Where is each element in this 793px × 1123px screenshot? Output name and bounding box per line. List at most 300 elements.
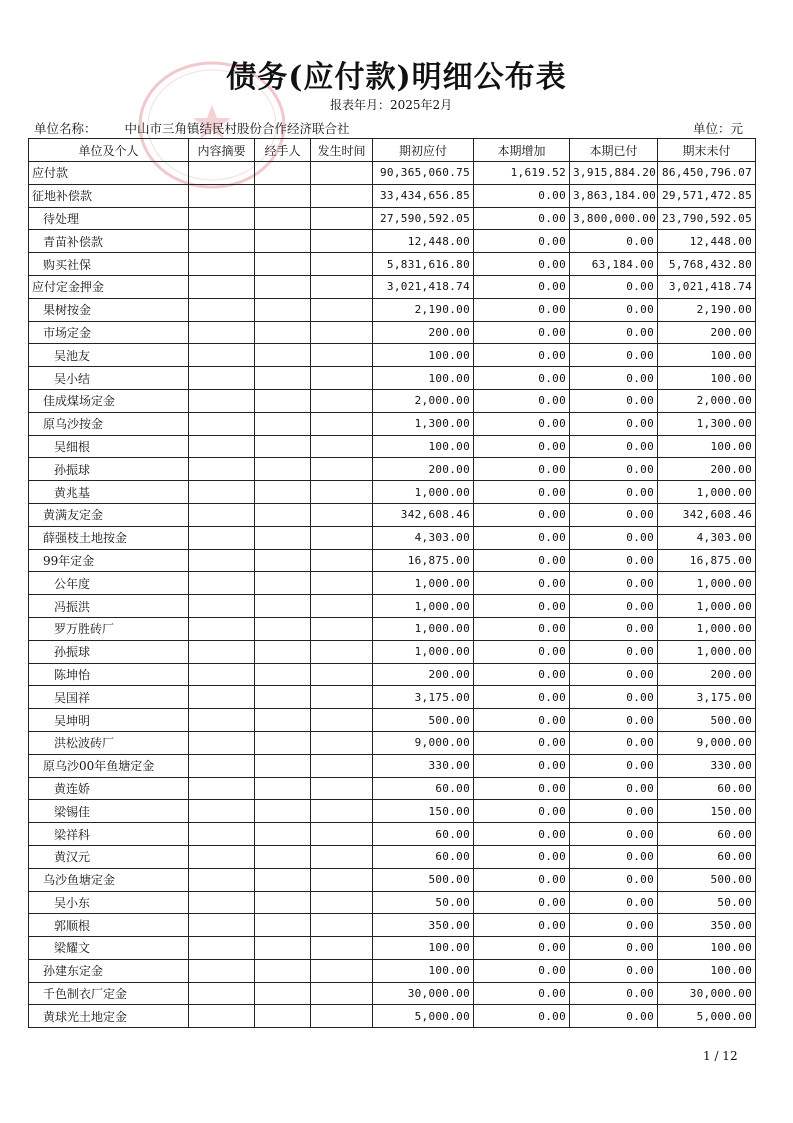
row-date — [311, 640, 373, 663]
row-summary — [189, 777, 255, 800]
row-opening-payable: 200.00 — [373, 458, 474, 481]
row-period-increase: 0.00 — [474, 298, 570, 321]
row-closing-unpaid: 16,875.00 — [658, 549, 756, 572]
row-summary — [189, 184, 255, 207]
row-date — [311, 617, 373, 640]
row-period-paid: 0.00 — [570, 823, 658, 846]
row-closing-unpaid: 500.00 — [658, 709, 756, 732]
row-opening-payable: 3,175.00 — [373, 686, 474, 709]
row-period-increase: 0.00 — [474, 435, 570, 458]
row-period-paid: 0.00 — [570, 572, 658, 595]
row-date — [311, 845, 373, 868]
row-summary — [189, 959, 255, 982]
row-account-name: 吴小结 — [29, 367, 189, 390]
row-handler — [255, 663, 311, 686]
row-summary — [189, 549, 255, 572]
table-row — [29, 458, 756, 481]
row-period-paid: 0.00 — [570, 800, 658, 823]
table-row — [29, 549, 756, 572]
table-header-row — [29, 139, 756, 162]
row-account-name: 陈坤怡 — [29, 663, 189, 686]
row-period-paid: 0.00 — [570, 298, 658, 321]
row-summary — [189, 389, 255, 412]
table-row — [29, 253, 756, 276]
table-row — [29, 321, 756, 344]
table-row — [29, 595, 756, 618]
row-handler — [255, 389, 311, 412]
row-opening-payable: 500.00 — [373, 709, 474, 732]
row-opening-payable: 100.00 — [373, 959, 474, 982]
row-period-increase: 0.00 — [474, 686, 570, 709]
row-period-paid: 0.00 — [570, 435, 658, 458]
row-handler — [255, 298, 311, 321]
row-period-increase: 0.00 — [474, 458, 570, 481]
row-closing-unpaid: 100.00 — [658, 937, 756, 960]
row-summary — [189, 800, 255, 823]
row-period-paid: 3,915,884.20 — [570, 162, 658, 185]
table-row — [29, 777, 756, 800]
row-closing-unpaid: 9,000.00 — [658, 731, 756, 754]
row-period-increase: 0.00 — [474, 640, 570, 663]
row-date — [311, 868, 373, 891]
unit-name-label: 单位名称： — [34, 121, 97, 136]
row-handler — [255, 503, 311, 526]
row-period-paid: 0.00 — [570, 526, 658, 549]
row-closing-unpaid: 100.00 — [658, 959, 756, 982]
row-handler — [255, 1005, 311, 1028]
table-row — [29, 230, 756, 253]
row-account-name: 黄连娇 — [29, 777, 189, 800]
column-header: 期末未付 — [658, 139, 756, 162]
row-period-paid: 0.00 — [570, 549, 658, 572]
row-summary — [189, 253, 255, 276]
row-period-paid: 3,800,000.00 — [570, 207, 658, 230]
row-period-increase: 0.00 — [474, 731, 570, 754]
row-summary — [189, 845, 255, 868]
row-closing-unpaid: 60.00 — [658, 845, 756, 868]
row-date — [311, 777, 373, 800]
row-opening-payable: 60.00 — [373, 845, 474, 868]
row-period-paid: 0.00 — [570, 959, 658, 982]
row-date — [311, 754, 373, 777]
row-account-name: 应付定金押金 — [29, 275, 189, 298]
row-summary — [189, 162, 255, 185]
row-closing-unpaid: 330.00 — [658, 754, 756, 777]
table-row — [29, 640, 756, 663]
row-closing-unpaid: 4,303.00 — [658, 526, 756, 549]
row-period-paid: 0.00 — [570, 640, 658, 663]
table-row — [29, 412, 756, 435]
table-row — [29, 275, 756, 298]
row-handler — [255, 207, 311, 230]
row-account-name: 吴国祥 — [29, 686, 189, 709]
row-summary — [189, 298, 255, 321]
row-date — [311, 458, 373, 481]
row-opening-payable: 100.00 — [373, 367, 474, 390]
row-summary — [189, 868, 255, 891]
table-row — [29, 823, 756, 846]
row-period-increase: 0.00 — [474, 367, 570, 390]
row-account-name: 薛强枝土地按金 — [29, 526, 189, 549]
row-period-paid: 0.00 — [570, 777, 658, 800]
row-closing-unpaid: 500.00 — [658, 868, 756, 891]
row-date — [311, 800, 373, 823]
row-period-paid: 0.00 — [570, 914, 658, 937]
row-closing-unpaid: 2,190.00 — [658, 298, 756, 321]
row-closing-unpaid: 60.00 — [658, 823, 756, 846]
table-body — [29, 162, 756, 1028]
row-account-name: 乌沙鱼塘定金 — [29, 868, 189, 891]
row-period-increase: 0.00 — [474, 207, 570, 230]
row-date — [311, 526, 373, 549]
row-period-increase: 0.00 — [474, 1005, 570, 1028]
row-account-name: 孙建东定金 — [29, 959, 189, 982]
row-handler — [255, 640, 311, 663]
column-header: 本期增加 — [474, 139, 570, 162]
row-period-paid: 63,184.00 — [570, 253, 658, 276]
row-period-paid: 0.00 — [570, 663, 658, 686]
row-opening-payable: 100.00 — [373, 435, 474, 458]
row-date — [311, 595, 373, 618]
row-handler — [255, 982, 311, 1005]
row-opening-payable: 2,000.00 — [373, 389, 474, 412]
row-period-increase: 0.00 — [474, 253, 570, 276]
row-period-paid: 0.00 — [570, 868, 658, 891]
row-period-increase: 0.00 — [474, 709, 570, 732]
row-opening-payable: 1,300.00 — [373, 412, 474, 435]
row-closing-unpaid: 30,000.00 — [658, 982, 756, 1005]
row-summary — [189, 663, 255, 686]
table-row — [29, 298, 756, 321]
row-handler — [255, 686, 311, 709]
row-date — [311, 435, 373, 458]
row-closing-unpaid: 50.00 — [658, 891, 756, 914]
table-row — [29, 389, 756, 412]
table-row — [29, 526, 756, 549]
row-period-paid: 0.00 — [570, 321, 658, 344]
row-summary — [189, 617, 255, 640]
row-period-paid: 0.00 — [570, 344, 658, 367]
row-date — [311, 709, 373, 732]
row-handler — [255, 275, 311, 298]
table-row — [29, 184, 756, 207]
row-period-paid: 0.00 — [570, 845, 658, 868]
row-opening-payable: 1,000.00 — [373, 617, 474, 640]
row-closing-unpaid: 350.00 — [658, 914, 756, 937]
row-period-paid: 0.00 — [570, 1005, 658, 1028]
row-date — [311, 321, 373, 344]
column-header: 本期已付 — [570, 139, 658, 162]
row-date — [311, 230, 373, 253]
row-handler — [255, 709, 311, 732]
row-period-paid: 0.00 — [570, 595, 658, 618]
row-opening-payable: 50.00 — [373, 891, 474, 914]
row-opening-payable: 1,000.00 — [373, 640, 474, 663]
table-row — [29, 845, 756, 868]
row-account-name: 应付款 — [29, 162, 189, 185]
row-period-paid: 0.00 — [570, 275, 658, 298]
row-summary — [189, 458, 255, 481]
table-row — [29, 937, 756, 960]
row-opening-payable: 1,000.00 — [373, 572, 474, 595]
row-account-name: 黄汉元 — [29, 845, 189, 868]
row-handler — [255, 823, 311, 846]
row-period-increase: 0.00 — [474, 959, 570, 982]
row-summary — [189, 344, 255, 367]
row-handler — [255, 937, 311, 960]
row-handler — [255, 253, 311, 276]
row-date — [311, 389, 373, 412]
row-closing-unpaid: 2,000.00 — [658, 389, 756, 412]
table-row — [29, 663, 756, 686]
table-row — [29, 868, 756, 891]
row-period-increase: 0.00 — [474, 982, 570, 1005]
row-date — [311, 1005, 373, 1028]
row-handler — [255, 526, 311, 549]
table-row — [29, 754, 756, 777]
table-row — [29, 959, 756, 982]
table-row — [29, 891, 756, 914]
row-summary — [189, 686, 255, 709]
row-account-name: 原乌沙按金 — [29, 412, 189, 435]
row-date — [311, 982, 373, 1005]
row-opening-payable: 9,000.00 — [373, 731, 474, 754]
row-opening-payable: 500.00 — [373, 868, 474, 891]
row-period-paid: 0.00 — [570, 412, 658, 435]
row-date — [311, 367, 373, 390]
row-account-name: 吴小东 — [29, 891, 189, 914]
row-handler — [255, 549, 311, 572]
row-handler — [255, 435, 311, 458]
row-handler — [255, 754, 311, 777]
table-row — [29, 367, 756, 390]
unit-name-value: 中山市三角镇结民村股份合作经济联合社 — [124, 121, 350, 136]
row-account-name: 吴细根 — [29, 435, 189, 458]
row-account-name: 郭顺根 — [29, 914, 189, 937]
row-period-increase: 0.00 — [474, 321, 570, 344]
row-handler — [255, 367, 311, 390]
row-closing-unpaid: 200.00 — [658, 321, 756, 344]
row-period-increase: 0.00 — [474, 777, 570, 800]
row-period-paid: 0.00 — [570, 891, 658, 914]
row-period-increase: 0.00 — [474, 663, 570, 686]
row-period-increase: 0.00 — [474, 845, 570, 868]
row-period-paid: 0.00 — [570, 937, 658, 960]
row-period-increase: 1,619.52 — [474, 162, 570, 185]
page-title: 债务(应付款)明细公布表 — [226, 60, 567, 95]
row-period-increase: 0.00 — [474, 389, 570, 412]
row-summary — [189, 823, 255, 846]
row-handler — [255, 162, 311, 185]
row-date — [311, 481, 373, 504]
row-period-paid: 0.00 — [570, 617, 658, 640]
table-row — [29, 572, 756, 595]
row-closing-unpaid: 23,790,592.05 — [658, 207, 756, 230]
row-period-paid: 0.00 — [570, 503, 658, 526]
row-closing-unpaid: 3,175.00 — [658, 686, 756, 709]
row-handler — [255, 595, 311, 618]
column-header: 单位及个人 — [29, 139, 189, 162]
row-date — [311, 253, 373, 276]
row-closing-unpaid: 60.00 — [658, 777, 756, 800]
row-summary — [189, 937, 255, 960]
row-handler — [255, 321, 311, 344]
row-summary — [189, 367, 255, 390]
row-summary — [189, 321, 255, 344]
table-row — [29, 617, 756, 640]
row-date — [311, 298, 373, 321]
row-opening-payable: 12,448.00 — [373, 230, 474, 253]
row-opening-payable: 1,000.00 — [373, 481, 474, 504]
row-account-name: 99年定金 — [29, 549, 189, 572]
row-account-name: 梁锡佳 — [29, 800, 189, 823]
unit-name-line — [34, 119, 350, 137]
row-handler — [255, 458, 311, 481]
row-closing-unpaid: 5,768,432.80 — [658, 253, 756, 276]
row-period-increase: 0.00 — [474, 230, 570, 253]
row-handler — [255, 731, 311, 754]
row-account-name: 梁祥科 — [29, 823, 189, 846]
row-summary — [189, 435, 255, 458]
row-account-name: 罗万胜砖厂 — [29, 617, 189, 640]
row-handler — [255, 481, 311, 504]
table-row — [29, 435, 756, 458]
row-opening-payable: 200.00 — [373, 663, 474, 686]
row-handler — [255, 572, 311, 595]
row-opening-payable: 330.00 — [373, 754, 474, 777]
table-row — [29, 1005, 756, 1028]
row-handler — [255, 344, 311, 367]
row-account-name: 冯振洪 — [29, 595, 189, 618]
row-account-name: 购买社保 — [29, 253, 189, 276]
row-date — [311, 686, 373, 709]
row-period-paid: 0.00 — [570, 686, 658, 709]
row-date — [311, 572, 373, 595]
row-account-name: 公年度 — [29, 572, 189, 595]
row-opening-payable: 27,590,592.05 — [373, 207, 474, 230]
row-period-paid: 0.00 — [570, 367, 658, 390]
row-account-name: 千色制衣厂定金 — [29, 982, 189, 1005]
row-opening-payable: 2,190.00 — [373, 298, 474, 321]
row-date — [311, 344, 373, 367]
row-account-name: 市场定金 — [29, 321, 189, 344]
column-header: 经手人 — [255, 139, 311, 162]
row-opening-payable: 16,875.00 — [373, 549, 474, 572]
row-summary — [189, 503, 255, 526]
report-date: 报表年月：2025年2月 — [330, 98, 453, 112]
row-closing-unpaid: 1,000.00 — [658, 595, 756, 618]
row-date — [311, 959, 373, 982]
row-handler — [255, 868, 311, 891]
row-date — [311, 663, 373, 686]
row-period-increase: 0.00 — [474, 344, 570, 367]
row-closing-unpaid: 1,000.00 — [658, 481, 756, 504]
row-period-paid: 0.00 — [570, 731, 658, 754]
row-period-increase: 0.00 — [474, 549, 570, 572]
row-period-increase: 0.00 — [474, 937, 570, 960]
row-opening-payable: 60.00 — [373, 777, 474, 800]
row-opening-payable: 33,434,656.85 — [373, 184, 474, 207]
row-date — [311, 549, 373, 572]
row-period-increase: 0.00 — [474, 503, 570, 526]
row-opening-payable: 5,000.00 — [373, 1005, 474, 1028]
row-closing-unpaid: 86,450,796.07 — [658, 162, 756, 185]
row-period-paid: 0.00 — [570, 481, 658, 504]
row-period-increase: 0.00 — [474, 617, 570, 640]
row-period-paid: 3,863,184.00 — [570, 184, 658, 207]
row-opening-payable: 5,831,616.80 — [373, 253, 474, 276]
row-handler — [255, 845, 311, 868]
row-handler — [255, 959, 311, 982]
table-row — [29, 162, 756, 185]
row-opening-payable: 350.00 — [373, 914, 474, 937]
row-account-name: 黄兆基 — [29, 481, 189, 504]
row-date — [311, 503, 373, 526]
row-closing-unpaid: 100.00 — [658, 435, 756, 458]
row-date — [311, 162, 373, 185]
column-header: 内容摘要 — [189, 139, 255, 162]
row-handler — [255, 230, 311, 253]
row-summary — [189, 1005, 255, 1028]
row-period-increase: 0.00 — [474, 412, 570, 435]
row-date — [311, 207, 373, 230]
row-period-increase: 0.00 — [474, 481, 570, 504]
row-summary — [189, 572, 255, 595]
row-summary — [189, 891, 255, 914]
row-period-increase: 0.00 — [474, 572, 570, 595]
row-account-name: 孙振球 — [29, 458, 189, 481]
row-opening-payable: 342,608.46 — [373, 503, 474, 526]
row-account-name: 吴坤明 — [29, 709, 189, 732]
column-header: 期初应付 — [373, 139, 474, 162]
table-row — [29, 731, 756, 754]
row-date — [311, 184, 373, 207]
row-account-name: 青苗补偿款 — [29, 230, 189, 253]
row-handler — [255, 891, 311, 914]
table-row — [29, 800, 756, 823]
row-summary — [189, 982, 255, 1005]
table-row — [29, 709, 756, 732]
row-summary — [189, 731, 255, 754]
row-closing-unpaid: 12,448.00 — [658, 230, 756, 253]
row-period-increase: 0.00 — [474, 526, 570, 549]
row-period-paid: 0.00 — [570, 982, 658, 1005]
table-row — [29, 503, 756, 526]
table-row — [29, 344, 756, 367]
row-period-paid: 0.00 — [570, 709, 658, 732]
row-date — [311, 823, 373, 846]
row-closing-unpaid: 1,000.00 — [658, 617, 756, 640]
row-account-name: 吴池友 — [29, 344, 189, 367]
row-date — [311, 937, 373, 960]
row-account-name: 原乌沙00年鱼塘定金 — [29, 754, 189, 777]
row-closing-unpaid: 5,000.00 — [658, 1005, 756, 1028]
table-row — [29, 207, 756, 230]
row-summary — [189, 526, 255, 549]
row-period-increase: 0.00 — [474, 184, 570, 207]
row-closing-unpaid: 29,571,472.85 — [658, 184, 756, 207]
row-handler — [255, 184, 311, 207]
row-handler — [255, 800, 311, 823]
row-period-increase: 0.00 — [474, 823, 570, 846]
row-opening-payable: 100.00 — [373, 937, 474, 960]
row-handler — [255, 777, 311, 800]
row-period-paid: 0.00 — [570, 389, 658, 412]
row-closing-unpaid: 1,300.00 — [658, 412, 756, 435]
row-period-paid: 0.00 — [570, 230, 658, 253]
row-closing-unpaid: 1,000.00 — [658, 572, 756, 595]
row-date — [311, 731, 373, 754]
